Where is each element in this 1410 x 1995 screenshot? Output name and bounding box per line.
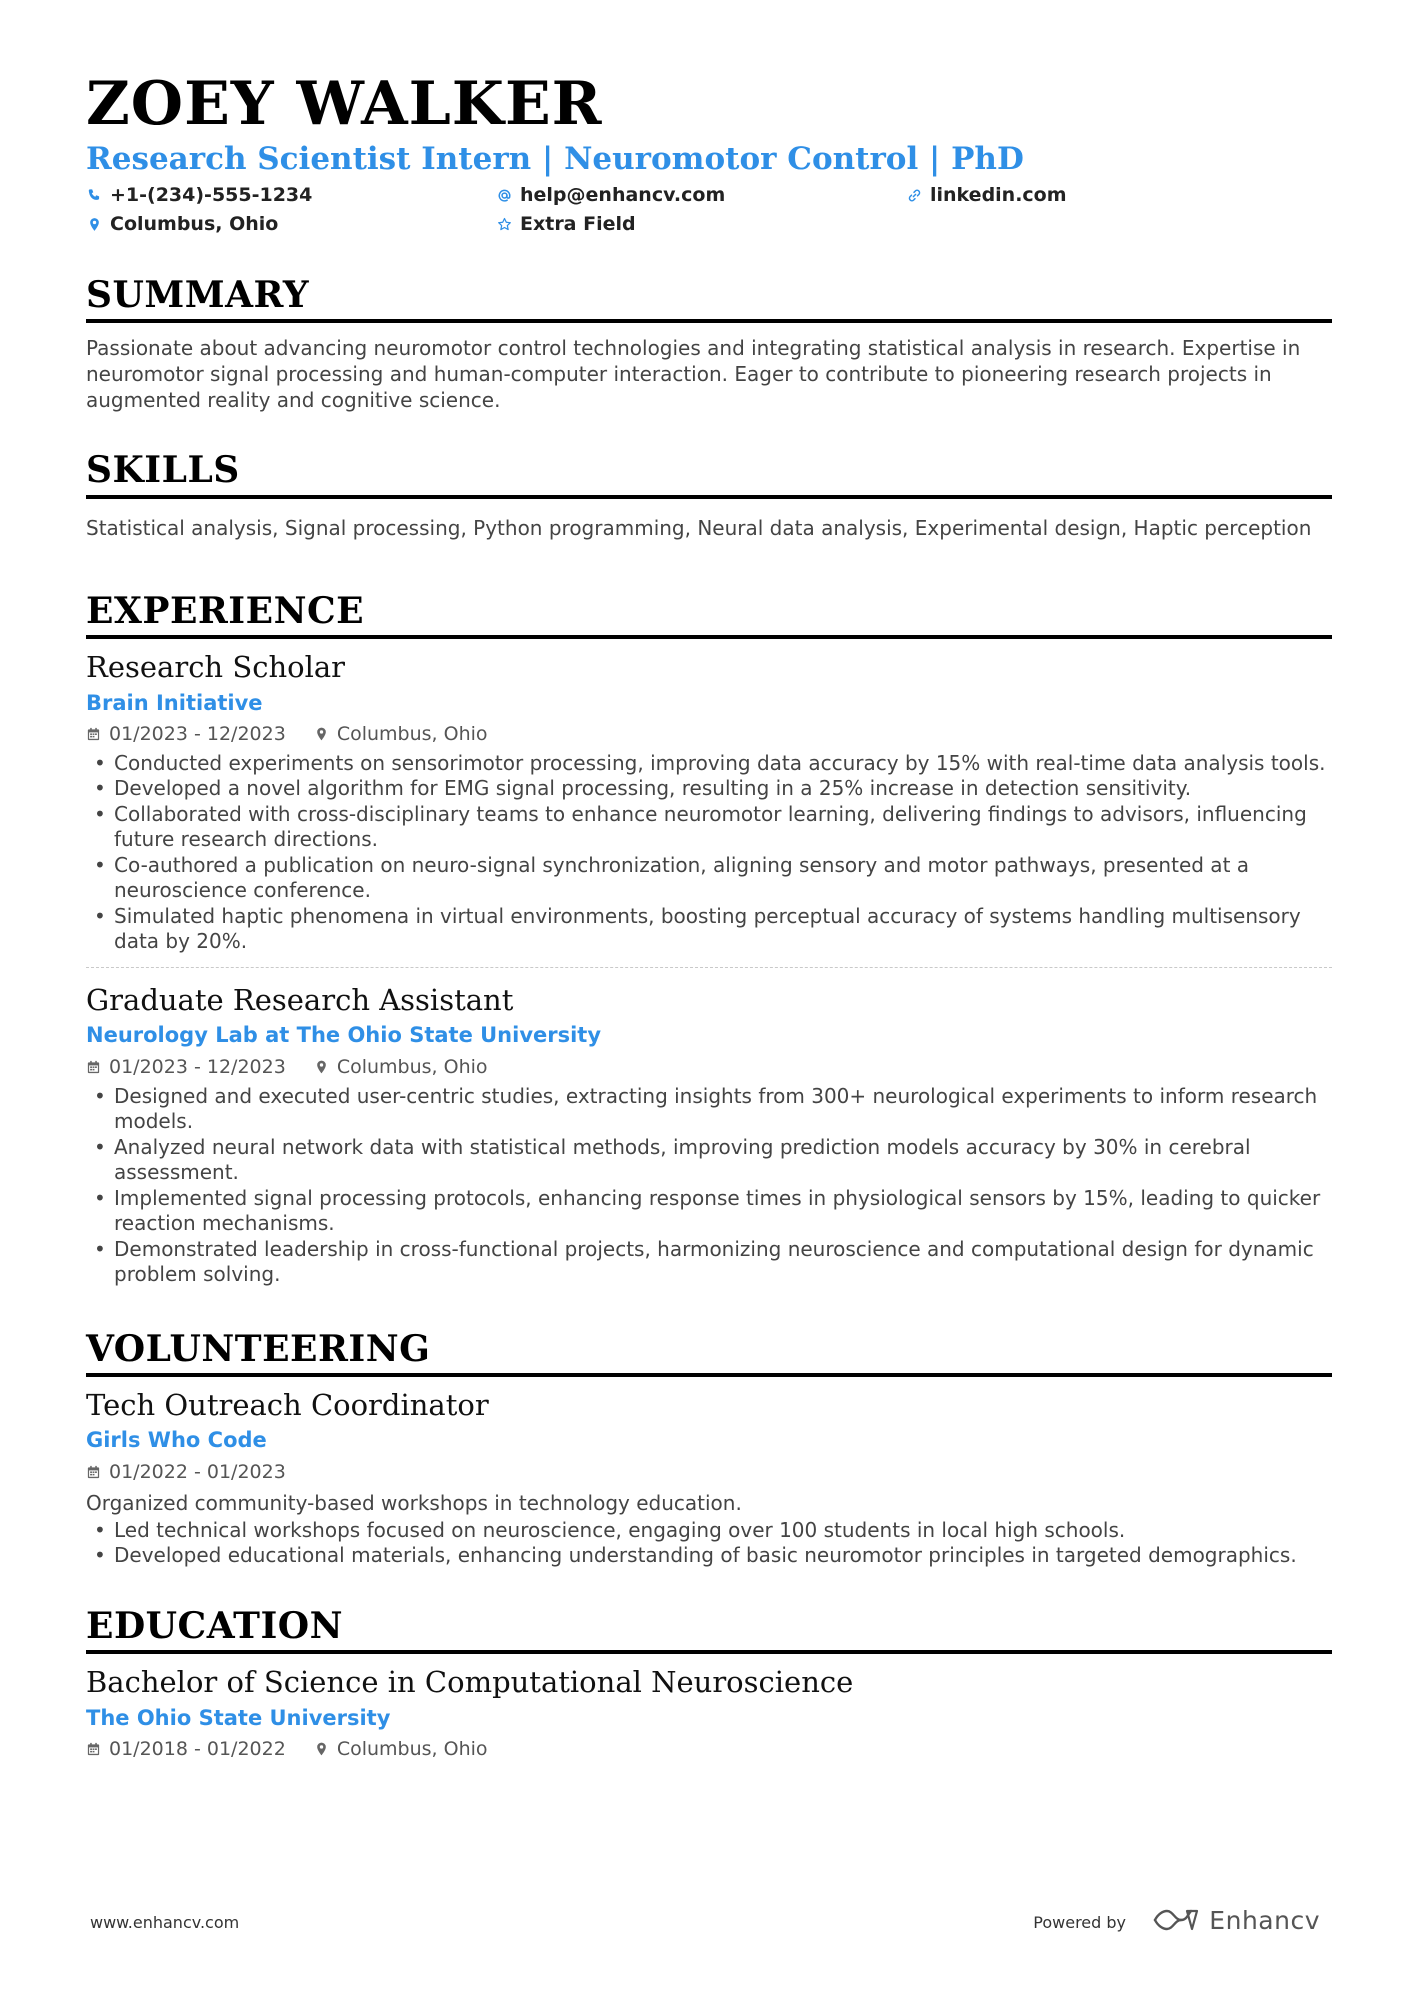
skills-text: Statistical analysis, Signal processing, Python programming, Neural data analysis, Experimental design, Haptic perception <box>86 515 1312 540</box>
bullet-item: • Collaborated with cross-disciplinary teams to enhance neuromotor learning, delivering findings to advisors, influencing future research directions. <box>86 802 1332 853</box>
job-location <box>314 1056 488 1078</box>
job-location <box>314 723 488 745</box>
education-entry <box>86 1654 1332 1764</box>
email-text: help@enhancv.com <box>520 184 726 207</box>
contact-linkedin[interactable] <box>906 182 1306 209</box>
skills-title: SKILLS <box>86 451 1332 499</box>
job-bullets <box>86 751 1332 955</box>
experience-section <box>86 589 1332 1288</box>
enhancv-logo-icon <box>1151 1905 1201 1935</box>
education-dates <box>86 1738 286 1760</box>
job-dates-text: 01/2023 - 12/2023 <box>109 1055 286 1078</box>
at-icon <box>496 186 512 204</box>
education-dates-text: 01/2018 - 01/2022 <box>109 1737 286 1760</box>
job-title: Research Scholar <box>86 650 346 685</box>
job-meta <box>86 1052 1332 1082</box>
location-pin-icon <box>314 1059 329 1075</box>
job-dates <box>86 1056 286 1078</box>
phone-icon <box>86 186 102 204</box>
education-section <box>86 1604 1332 1764</box>
enhancv-brand[interactable] <box>1151 1905 1320 1935</box>
job-bullets <box>86 1084 1332 1288</box>
volunteering-title: VOLUNTEERING <box>86 1330 1332 1378</box>
education-location <box>314 1738 488 1760</box>
summary-text: Passionate about advancing neuromotor control technologies and integrating statistical analysis in research. Expertise in neuromotor signal processing and human-computer interaction. Eager to contribute to pioneering research projects in augmented reality and cognitive science. <box>86 336 1301 413</box>
bullet-item: • Co-authored a publication on neuro-signal synchronization, aligning sensory and motor pathways, presented at a neuroscience conference. <box>86 853 1332 904</box>
volunteer-meta <box>86 1457 1332 1487</box>
volunteering-section <box>86 1327 1332 1569</box>
link-icon <box>906 186 922 204</box>
education-location-text: Columbus, Ohio <box>336 1737 488 1760</box>
job-meta <box>86 719 1332 749</box>
enhancv-brand-text: Enhancv <box>1209 1905 1320 1935</box>
powered-by-label: Powered by <box>1033 1913 1126 1932</box>
experience-entry <box>86 967 1332 1288</box>
location-pin-icon <box>314 1741 329 1757</box>
bullet-item: • Analyzed neural network data with statistical methods, improving prediction models accuracy by 30% in cerebral assessment. <box>86 1135 1332 1186</box>
volunteer-dates <box>86 1461 286 1483</box>
phone-text: +1-(234)-555-1234 <box>110 184 313 207</box>
extra-text: Extra Field <box>520 213 636 236</box>
page-footer <box>90 1903 1320 1943</box>
bullet-item: • Designed and executed user-centric studies, extracting insights from 300+ neurological experiments to inform research models. <box>86 1084 1332 1135</box>
candidate-name: ZOEY WALKER <box>86 69 603 139</box>
bullet-item: • Developed educational materials, enhancing understanding of basic neuromotor principles in targeted demographics. <box>86 1543 1332 1569</box>
summary-title: SUMMARY <box>86 276 1332 324</box>
job-dates-text: 01/2023 - 12/2023 <box>109 722 286 745</box>
job-location-text: Columbus, Ohio <box>336 1055 488 1078</box>
job-location-text: Columbus, Ohio <box>336 722 488 745</box>
calendar-icon <box>86 726 101 742</box>
location-text: Columbus, Ohio <box>110 213 279 236</box>
education-title: EDUCATION <box>86 1607 1332 1655</box>
bullet-item: • Demonstrated leadership in cross-functional projects, harmonizing neuroscience and computational design for dynamic problem solving. <box>86 1237 1332 1288</box>
calendar-icon <box>86 1741 101 1757</box>
volunteer-dates-text: 01/2022 - 01/2023 <box>109 1460 286 1483</box>
resume-page <box>86 69 1332 1764</box>
volunteer-bullets <box>86 1518 1332 1569</box>
education-meta <box>86 1734 1332 1764</box>
job-dates <box>86 723 286 745</box>
star-icon <box>496 215 512 233</box>
volunteer-org[interactable]: Girls Who Code <box>86 1428 267 1453</box>
contact-extra <box>496 211 906 238</box>
bullet-item: • Led technical workshops focused on neuroscience, engaging over 100 students in local high schools. <box>86 1518 1332 1544</box>
skills-section <box>86 451 1332 542</box>
summary-section <box>86 273 1332 414</box>
footer-site-link[interactable]: www.enhancv.com <box>90 1913 240 1932</box>
contact-email[interactable] <box>496 182 906 209</box>
volunteer-role: Tech Outreach Coordinator <box>86 1388 489 1423</box>
candidate-headline: Research Scientist Intern | Neuromotor Control | PhD <box>86 141 1024 177</box>
bullet-item: • Conducted experiments on sensorimotor processing, improving data accuracy by 15% with real-time data analysis tools. <box>86 751 1332 777</box>
location-pin-icon <box>86 215 102 233</box>
degree-title: Bachelor of Science in Computational Neuroscience <box>86 1665 854 1700</box>
contact-location <box>86 211 496 238</box>
experience-entry <box>86 639 1332 955</box>
resume-header <box>86 69 1332 238</box>
calendar-icon <box>86 1059 101 1075</box>
company-name[interactable]: Brain Initiative <box>86 690 263 715</box>
bullet-item: • Implemented signal processing protocols, enhancing response times in physiological sensors by 15%, leading to quicker reaction mechanisms. <box>86 1186 1332 1237</box>
bullet-item: • Developed a novel algorithm for EMG signal processing, resulting in a 25% increase in detection sensitivity. <box>86 776 1332 802</box>
contact-phone[interactable] <box>86 182 496 209</box>
linkedin-text: linkedin.com <box>930 184 1067 207</box>
volunteering-entry <box>86 1377 1332 1569</box>
job-title: Graduate Research Assistant <box>86 982 514 1017</box>
location-pin-icon <box>314 726 329 742</box>
company-name[interactable]: Neurology Lab at The Ohio State University <box>86 1023 602 1048</box>
volunteer-description: Organized community-based workshops in technology education. <box>86 1490 742 1515</box>
calendar-icon <box>86 1464 101 1480</box>
contact-info <box>86 182 1332 238</box>
bullet-item: • Simulated haptic phenomena in virtual environments, boosting perceptual accuracy of systems handling multisensory data by 20%. <box>86 904 1332 955</box>
experience-title: EXPERIENCE <box>86 592 1332 640</box>
school-name[interactable]: The Ohio State University <box>86 1705 391 1730</box>
